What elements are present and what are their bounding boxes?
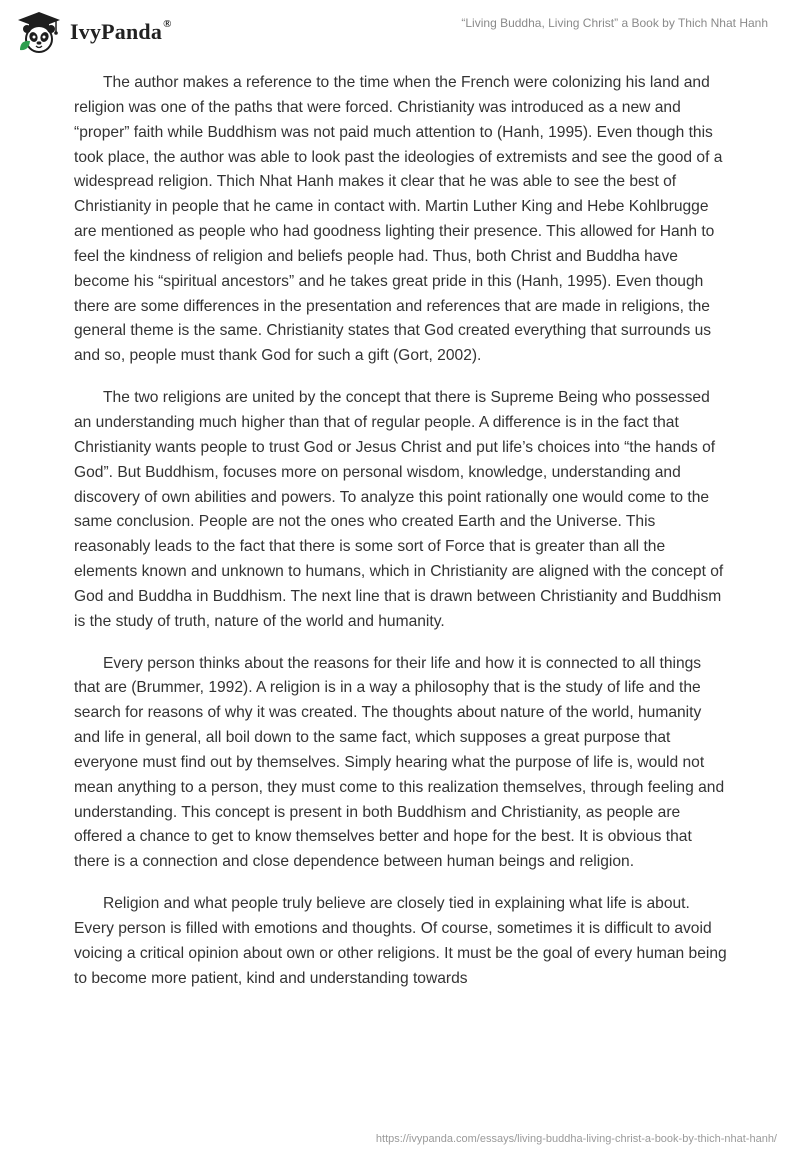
document-title: “Living Buddha, Living Christ” a Book by Thich Nhat Hanh [461,16,768,30]
source-url-link[interactable]: https://ivypanda.com/essays/living-buddha-living-christ-a-book-by-thich-nhat-hanh/ [375,1133,777,1145]
paragraph: The two religions are united by the concept that there is Supreme Being who possessed an understanding much higher than that of regular people. A difference is in the fact that Christianity wants people to trust God or Jesus Christ and put life’s choices into “the hands of God”. But Buddhism, focuses more on personal wisdom, knowledge, understanding and discovery of own abilities and powers. To analyze this point rationally one would come to the same conclusion. People are not the ones who created Earth and the Universe. This reasonably leads to the fact that there is some sort of Force that is greater than all the elements known and unknown to humans, which in Christianity are aligned with the concept of God and Buddha in Buddhism. The next line that is drawn between Christianity and Buddhism is the study of truth, nature of the world and humanity. [74,389,724,630]
brand-name: IvyPanda® [70,18,172,44]
paragraph: Religion and what people truly believe are closely tied in explaining what life is about. Every person is filled with emotions and thoughts. Of course, sometimes it is difficult to avoid voicing a critical opinion about own or other religions. It must be the goal of every human being to become more patient, kind and understanding towards [74,895,727,987]
panda-mascot-icon [16,10,62,54]
ivypanda-logo[interactable] [16,10,172,54]
paragraph: The author makes a reference to the time when the French were colonizing his land and religion was one of the paths that were forced. Christianity was introduced as a new and “proper” faith while Buddhism was not paid much attention to (Hanh, 1995). Even though this took place, the author was able to look past the ideologies of extremists and see the good of a widespread religion. Thich Nhat Hanh makes it clear that he was able to see the best of Christianity in people that he came in contact with. Martin Luther King and Hebe Kohlbrugge are mentioned as people who had goodness lighting their presence. This allowed for Hanh to feel the kindness of religion and beliefs people had. Thus, both Christ and Buddha have become his “spiritual ancestors” and he takes great pride in this (Hanh, 1995). Even though there are some differences in the presentation and references that are made in religions, the general theme is the same. Christianity states that God created everything that surrounds us and so, people must thank God for such a gift (Gort, 2002). [74,74,723,365]
essay-body [74,71,728,1009]
page-header [0,0,800,64]
paragraph: Every person thinks about the reasons for their life and how it is connected to all things that are (Brummer, 1992). A religion is in a way a philosophy that is the study of life and the search for reasons of why it was created. The thoughts about nature of the world, humanity and life in general, all boil down to the same fact, which supposes a great purpose that everyone must find out by themselves. Simply hearing what the purpose of life is, would not mean anything to a person, they must come to this realization themselves, through feeling and understanding. This concept is present in both Buddhism and Christianity, as people are offered a chance to get to know themselves better and hope for the best. It is obvious that there is a connection and close dependence between human beings and religion. [74,654,725,871]
registered-mark: ® [163,18,172,30]
